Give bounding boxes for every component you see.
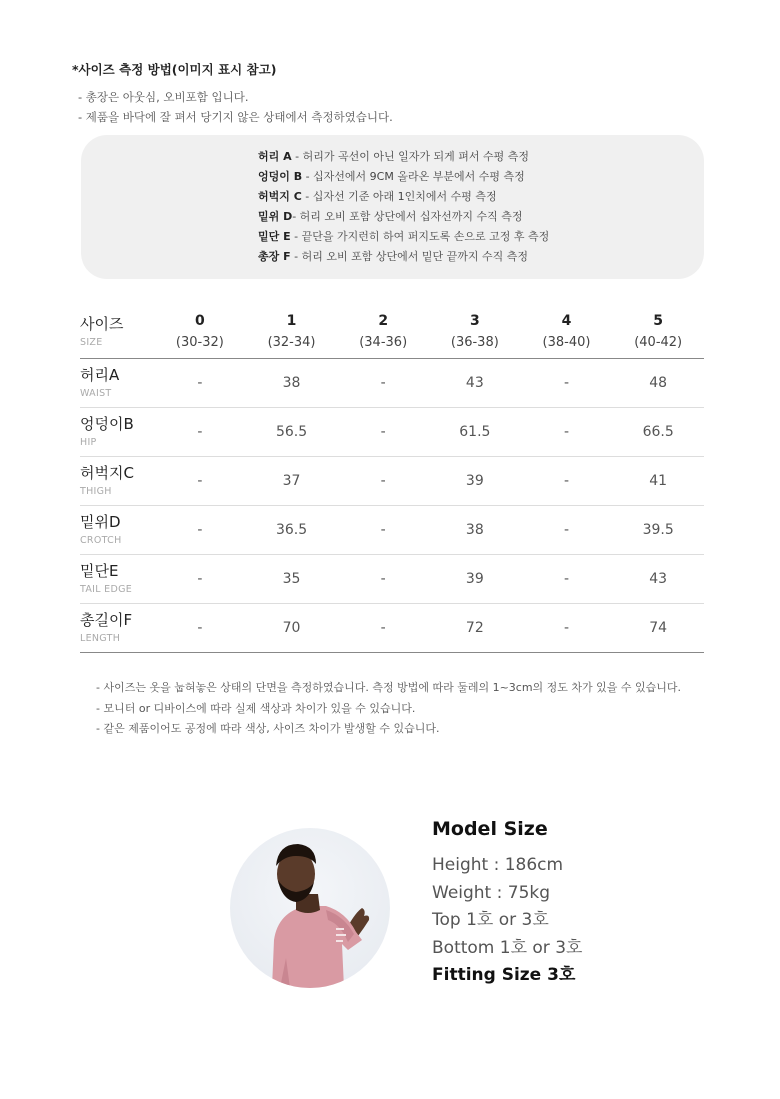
method-name: 총장 F — [258, 250, 291, 263]
table-cell: 39 — [465, 570, 484, 587]
size-header-row — [80, 306, 704, 358]
disclaimer-line: - 사이즈는 옷을 눕혀놓은 상태의 단면을 측정하였습니다. 측정 방법에 따라 둘레의 1~3cm의 정도 차가 있을 수 있습니다. — [96, 681, 682, 694]
size-header-label — [80, 306, 154, 358]
table-cell: 38 — [465, 521, 484, 538]
table-cell: - — [380, 570, 386, 587]
model-weight: Weight : 75kg — [432, 882, 551, 903]
row-label — [80, 505, 154, 554]
row-label — [80, 456, 154, 505]
method-name: 엉덩이 B — [258, 170, 303, 183]
table-row-thigh — [80, 456, 704, 505]
size-range: (30-32) — [175, 335, 224, 351]
method-name: 허리 A — [258, 150, 292, 163]
method-desc: - 끝단을 가지런히 하여 퍼지도록 손으로 고정 후 측정 — [290, 230, 550, 243]
table-cell: 74 — [649, 619, 668, 636]
table-cell: - — [563, 374, 570, 391]
size-col-0 — [154, 306, 246, 358]
model-size-info — [432, 818, 582, 990]
size-col-2 — [337, 306, 429, 358]
method-desc: - 십자선 기준 아래 1인치에서 수평 측정 — [301, 190, 497, 203]
size-range: (32-34) — [267, 335, 316, 351]
table-cell: - — [380, 423, 386, 440]
table-cell: 36.5 — [275, 521, 308, 538]
table-cell: - — [563, 619, 570, 636]
measurement-methods-box — [81, 135, 704, 279]
size-disclaimer — [96, 678, 681, 740]
model-size-title: Model Size — [432, 818, 548, 840]
method-name: 밑단 E — [258, 230, 291, 243]
table-cell: 61.5 — [459, 423, 491, 440]
method-desc: - 십자선에서 9CM 올라온 부분에서 수평 측정 — [302, 170, 525, 183]
row-label-kr: 엉덩이B — [80, 414, 134, 433]
table-cell: 70 — [282, 619, 301, 636]
row-label-kr: 허리A — [80, 365, 120, 384]
table-cell: - — [197, 472, 203, 489]
row-label-kr: 총길이F — [80, 610, 133, 629]
row-label — [80, 358, 154, 407]
table-cell: 48 — [649, 374, 668, 391]
table-cell: - — [197, 570, 203, 587]
table-cell: 66.5 — [642, 423, 674, 440]
table-cell: - — [563, 570, 570, 587]
method-desc: - 허리가 곡선이 아닌 일자가 되게 펴서 수평 측정 — [291, 150, 529, 163]
row-label-en: LENGTH — [80, 632, 121, 644]
row-label-en: TAIL EDGE — [80, 583, 133, 595]
row-label — [80, 407, 154, 456]
table-cell: - — [380, 521, 386, 538]
method-item — [258, 207, 549, 227]
row-label-en: HIP — [80, 436, 97, 448]
table-cell: - — [197, 521, 203, 538]
measure-notes — [78, 87, 393, 127]
method-item — [258, 227, 549, 247]
method-desc: - 허리 오비 포함 상단에서 십자선까지 수직 측정 — [292, 210, 523, 223]
size-number: 5 — [653, 313, 664, 330]
table-cell: 43 — [465, 374, 484, 391]
measurement-methods-list — [258, 147, 549, 267]
table-cell: - — [380, 472, 386, 489]
table-cell: - — [197, 619, 203, 636]
model-fitting-size: Fitting Size 3호 — [432, 965, 576, 985]
header-en: SIZE — [80, 336, 103, 348]
header-kr: 사이즈 — [80, 314, 124, 333]
table-cell: 35 — [282, 570, 301, 587]
row-label-en: WAIST — [80, 387, 112, 399]
row-label — [80, 603, 154, 652]
disclaimer-line: - 모니터 or 디바이스에 따라 실제 색상과 차이가 있을 수 있습니다. — [96, 701, 416, 715]
size-col-4 — [521, 306, 613, 358]
size-range: (38-40) — [542, 335, 591, 351]
table-cell: - — [197, 374, 203, 391]
method-item — [258, 167, 549, 187]
table-cell: 41 — [649, 472, 668, 489]
table-row-waist — [80, 358, 704, 407]
method-item — [258, 147, 549, 167]
row-label-kr: 허벅지C — [80, 463, 134, 482]
row-label-en: THIGH — [80, 485, 112, 497]
row-label-kr: 밑위D — [80, 512, 121, 531]
size-range: (40-42) — [634, 335, 683, 351]
model-bottom-size: Bottom 1호 or 3호 — [432, 937, 583, 958]
size-number: 2 — [378, 313, 389, 330]
note-line: - 총장은 아웃심, 오비포함 입니다. — [78, 90, 249, 104]
table-row-crotch — [80, 505, 704, 554]
size-number: 4 — [561, 313, 572, 330]
size-table — [80, 306, 704, 653]
table-cell: 43 — [649, 570, 668, 587]
page-title: *사이즈 측정 방법(이미지 표시 참고) — [72, 62, 277, 77]
size-range: (36-38) — [450, 335, 499, 351]
row-label-kr: 밑단E — [80, 561, 119, 580]
table-cell: 37 — [282, 472, 301, 489]
table-cell: - — [380, 619, 386, 636]
table-cell: - — [563, 472, 570, 489]
note-line: - 제품을 바닥에 잘 펴서 당기지 않은 상태에서 측정하였습니다. — [78, 110, 393, 124]
table-cell: 72 — [465, 619, 484, 636]
model-photo — [230, 828, 390, 988]
size-number: 1 — [286, 313, 297, 330]
table-row-length — [80, 603, 704, 652]
size-col-3 — [429, 306, 521, 358]
model-height: Height : 186cm — [432, 855, 564, 875]
table-cell: 39.5 — [642, 521, 674, 538]
method-item — [258, 247, 549, 267]
table-cell: 39 — [465, 472, 484, 489]
size-number: 3 — [469, 313, 480, 330]
size-col-5 — [612, 306, 704, 358]
size-number: 0 — [195, 313, 205, 330]
row-label-en: CROTCH — [80, 534, 122, 546]
table-cell: - — [563, 521, 570, 538]
model-illustration — [230, 828, 390, 988]
method-desc: - 허리 오비 포함 상단에서 밑단 끝까지 수직 측정 — [290, 250, 528, 263]
table-row-tail-edge — [80, 554, 704, 603]
disclaimer-line: - 같은 제품이어도 공정에 따라 색상, 사이즈 차이가 발생할 수 있습니다. — [96, 722, 440, 735]
method-name: 허벅지 C — [258, 190, 302, 203]
table-cell: - — [197, 423, 203, 440]
method-name: 밑위 D — [258, 210, 293, 223]
table-cell: 38 — [282, 374, 301, 391]
method-item — [258, 187, 549, 207]
table-cell: - — [563, 423, 570, 440]
row-label — [80, 554, 154, 603]
size-col-1 — [246, 306, 338, 358]
table-row-hip — [80, 407, 704, 456]
table-cell: - — [380, 374, 386, 391]
model-top-size: Top 1호 or 3호 — [432, 910, 549, 930]
table-cell: 56.5 — [275, 423, 308, 440]
size-range: (34-36) — [359, 335, 408, 351]
